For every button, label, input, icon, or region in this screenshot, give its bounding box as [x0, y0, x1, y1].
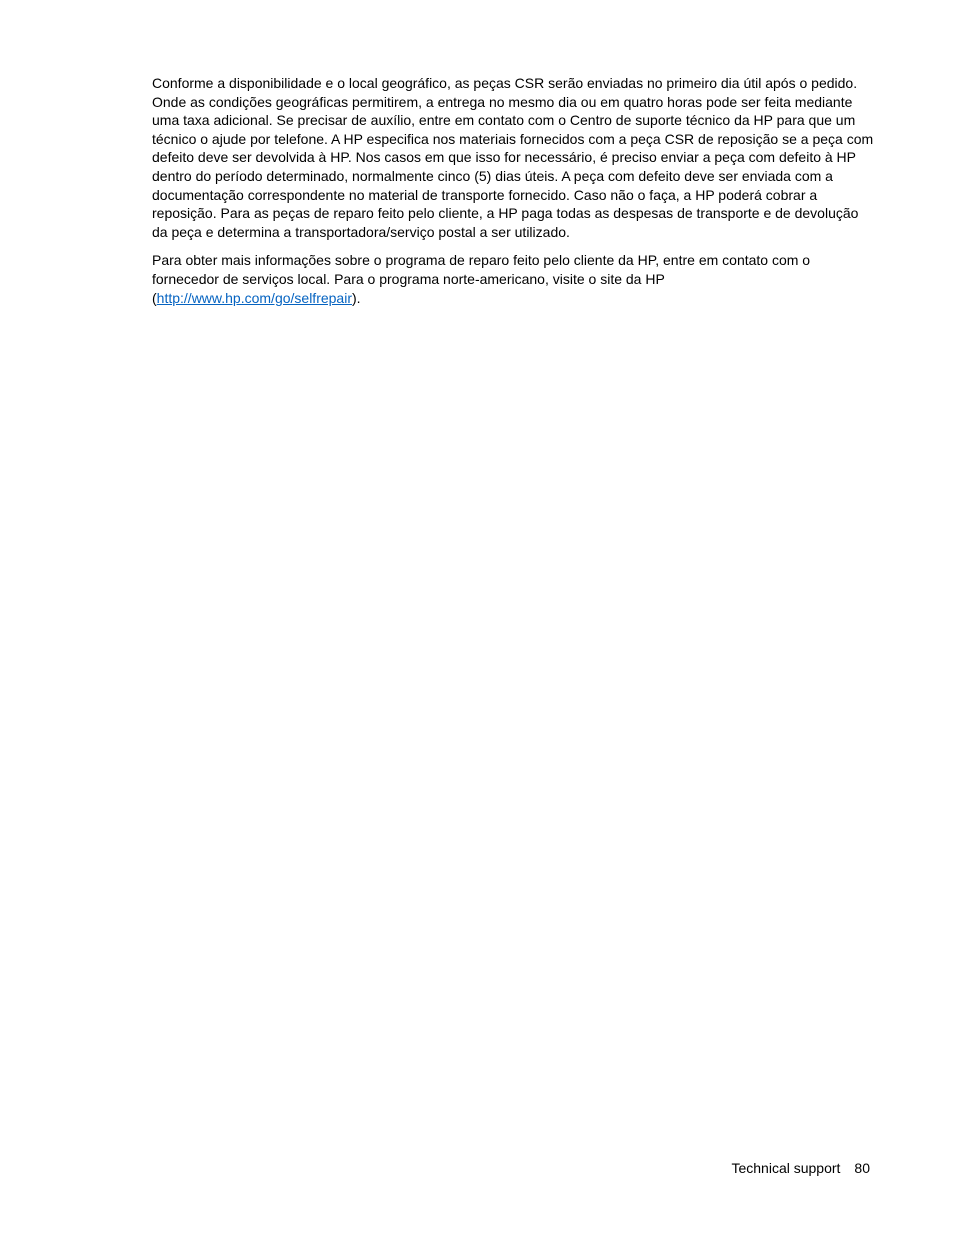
- page-number: 80: [854, 1160, 870, 1176]
- document-body: [152, 74, 874, 317]
- open-paren: (: [152, 289, 157, 306]
- footer-section-title: Technical support: [731, 1160, 841, 1176]
- close-paren: ).: [351, 289, 361, 306]
- paragraph-more-info: [152, 251, 874, 307]
- paragraph-more-info-text: Para obter mais informações sobre o programa de reparo feito pelo cliente da HP, entre em contato com o fornecedor de serviços local. Para o programa norte-americano, visite o site da HP: [152, 252, 811, 287]
- selfrepair-link[interactable]: http://www.hp.com/go/selfrepair: [156, 289, 352, 306]
- page-footer: [731, 1159, 870, 1177]
- paragraph-csr-delivery: Conforme a disponibilidade e o local geográfico, as peças CSR serão enviadas no primeiro dia útil após o pedido. Onde as condições geográficas permitirem, a entrega no mesmo dia ou em quatro horas pode ser feita mediante uma taxa adicional. Se precisar de auxílio, entre em contato com o Centro de suporte técnico da HP para que um técnico o ajude por telefone. A HP especifica nos materiais fornecidos com a peça CSR de reposição se a peça com defeito deve ser devolvida à HP. Nos casos em que isso for necessário, é preciso enviar a peça com defeito à HP dentro do período determinado, normalmente cinco (5) dias úteis. A peça com defeito deve ser enviada com a documentação correspondente no material de transporte fornecido. Caso não o faça, a HP poderá cobrar a reposição. Para as peças de reparo feito pelo cliente, a HP paga todas as despesas de transporte e de devolução da peça e determina a transportadora/serviço postal a ser utilizado.: [152, 75, 874, 240]
